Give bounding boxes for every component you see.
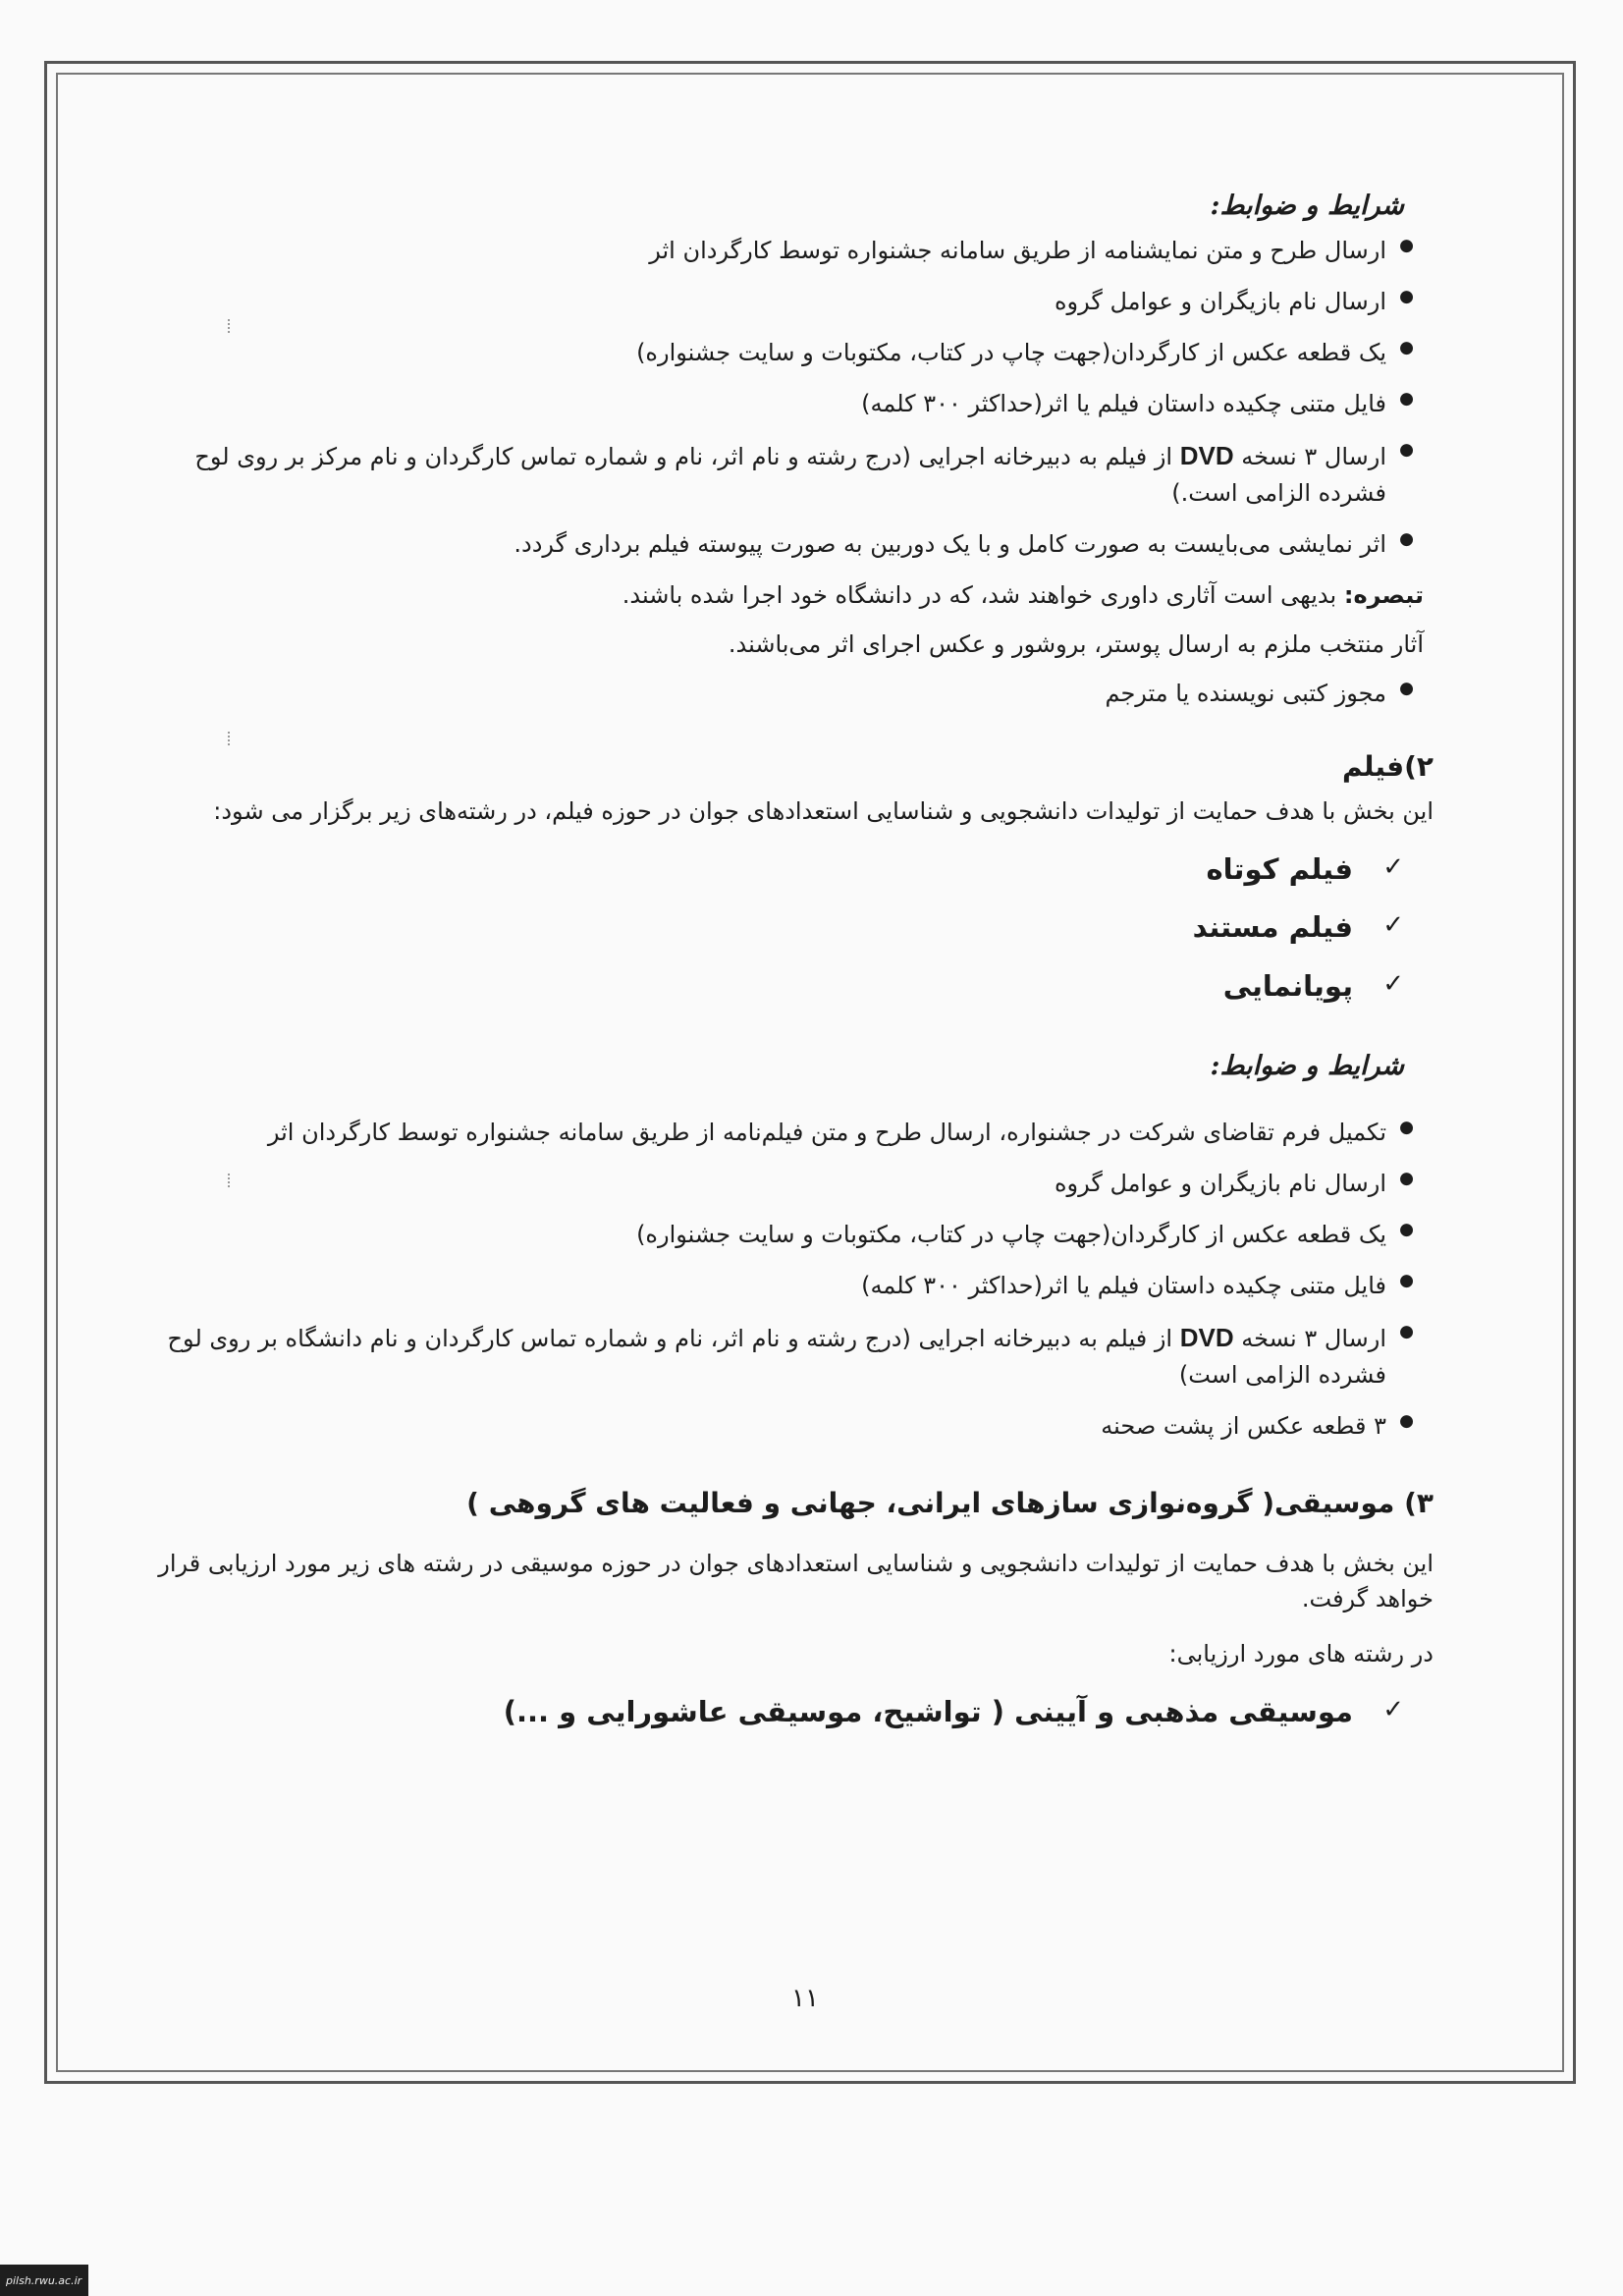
list-item: ● ارسال طرح و متن نمایشنامه از طریق سامانه جشنواره توسط کارگردان اثر xyxy=(147,233,1414,268)
list-item: ● تکمیل فرم تقاضای شرکت در جشنواره، ارسال طرح و متن فیلم‌نامه از طریق سامانه جشنواره توسط کارگردان اثر xyxy=(147,1115,1414,1150)
section-intro: این بخش با هدف حمایت از تولیدات دانشجویی و شناسایی استعدادهای جوان در حوزه فیلم، در رشته‌های زیر برگزار می شود: xyxy=(213,796,1434,825)
list-item-text: ارسال ۳ نسخه xyxy=(1241,1324,1386,1352)
section-title-film: ۲)فیلم xyxy=(1341,749,1434,783)
dvd-label: DVD xyxy=(1179,440,1234,470)
category-item: ✓ فیلم مستند xyxy=(147,906,1404,950)
category-list xyxy=(147,848,1443,1009)
list-item-text: ارسال ۳ نسخه xyxy=(1241,442,1386,470)
list-item: ● یک قطعه عکس از کارگردان(جهت چاپ در کتاب، مکتوبات و سایت جشنواره) xyxy=(147,1217,1414,1252)
category-item: ✓ فیلم کوتاه xyxy=(147,848,1404,892)
conditions-list-extra xyxy=(147,676,1443,711)
list-item: ● فایل متنی چکیده داستان فیلم یا اثر(حداکثر ۳۰۰ کلمه) xyxy=(147,1268,1414,1303)
section-title-music: ۳) موسیقی( گروه‌نوازی سازهای ایرانی، جهانی و فعالیت های گروهی ) xyxy=(466,1486,1434,1519)
list-item: ● ارسال نام بازیگران و عوامل گروه xyxy=(147,1166,1414,1201)
conditions-list xyxy=(147,233,1443,562)
conditions-heading: شرایط و ضوابط: xyxy=(1210,191,1404,221)
dvd-label: DVD xyxy=(1179,1322,1234,1352)
list-item: ● ۳ قطعه عکس از پشت صحنه xyxy=(147,1408,1414,1444)
note xyxy=(147,577,1443,613)
note-line: آثار منتخب ملزم به ارسال پوستر، بروشور و عکس اجرای اثر می‌باشند. xyxy=(728,629,1424,658)
list-item-text: از فیلم به دبیرخانه اجرایی (درج رشته و نام اثر، نام و شماره تماس کارگردان و نام مرکز بر روی لوح فشرده الزامی است.) xyxy=(194,442,1386,507)
section-intro: این بخش با هدف حمایت از تولیدات دانشجویی و شناسایی استعدادهای جوان در حوزه موسیقی در رشته های زیر مورد ارزیابی قرار خواهد گرفت. xyxy=(158,1549,1434,1613)
list-item: ● اثر نمایشی می‌بایست به صورت کامل و با یک دوربین به صورت پیوسته فیلم برداری گردد. xyxy=(147,526,1414,562)
conditions-list xyxy=(147,1115,1443,1444)
note-text: بدیهی است آثاری داوری خواهند شد، که در دانشگاه خود اجرا شده باشند. xyxy=(622,580,1337,609)
list-item: ● مجوز کتبی نویسنده یا مترجم xyxy=(147,676,1414,711)
note-label: تبصره: xyxy=(1343,580,1424,609)
document-body xyxy=(147,187,1443,1773)
list-item xyxy=(147,437,1414,511)
page-number: ۱۱ xyxy=(791,1984,819,2013)
list-item xyxy=(147,1319,1414,1393)
list-item-text: از فیلم به دبیرخانه اجرایی (درج رشته و نام اثر، نام و شماره تماس کارگردان و نام دانشگاه بر روی لوح فشرده الزامی است) xyxy=(167,1324,1386,1389)
list-item: ● یک قطعه عکس از کارگردان(جهت چاپ در کتاب، مکتوبات و سایت جشنواره) xyxy=(147,335,1414,370)
source-badge: pilsh.rwu.ac.ir xyxy=(0,2265,88,2296)
list-item: ● فایل متنی چکیده داستان فیلم یا اثر(حداکثر ۳۰۰ کلمه) xyxy=(147,386,1414,421)
category-item: ✓ موسیقی مذهبی و آیینی ( تواشیح، موسیقی عاشورایی و ...) xyxy=(147,1691,1404,1734)
conditions-heading: شرایط و ضوابط: xyxy=(1210,1051,1404,1081)
list-item: ● ارسال نام بازیگران و عوامل گروه xyxy=(147,284,1414,319)
section-subheading: در رشته های مورد ارزیابی: xyxy=(1168,1639,1434,1667)
category-item: ✓ پویانمایی xyxy=(147,965,1404,1009)
category-list xyxy=(147,1691,1443,1734)
